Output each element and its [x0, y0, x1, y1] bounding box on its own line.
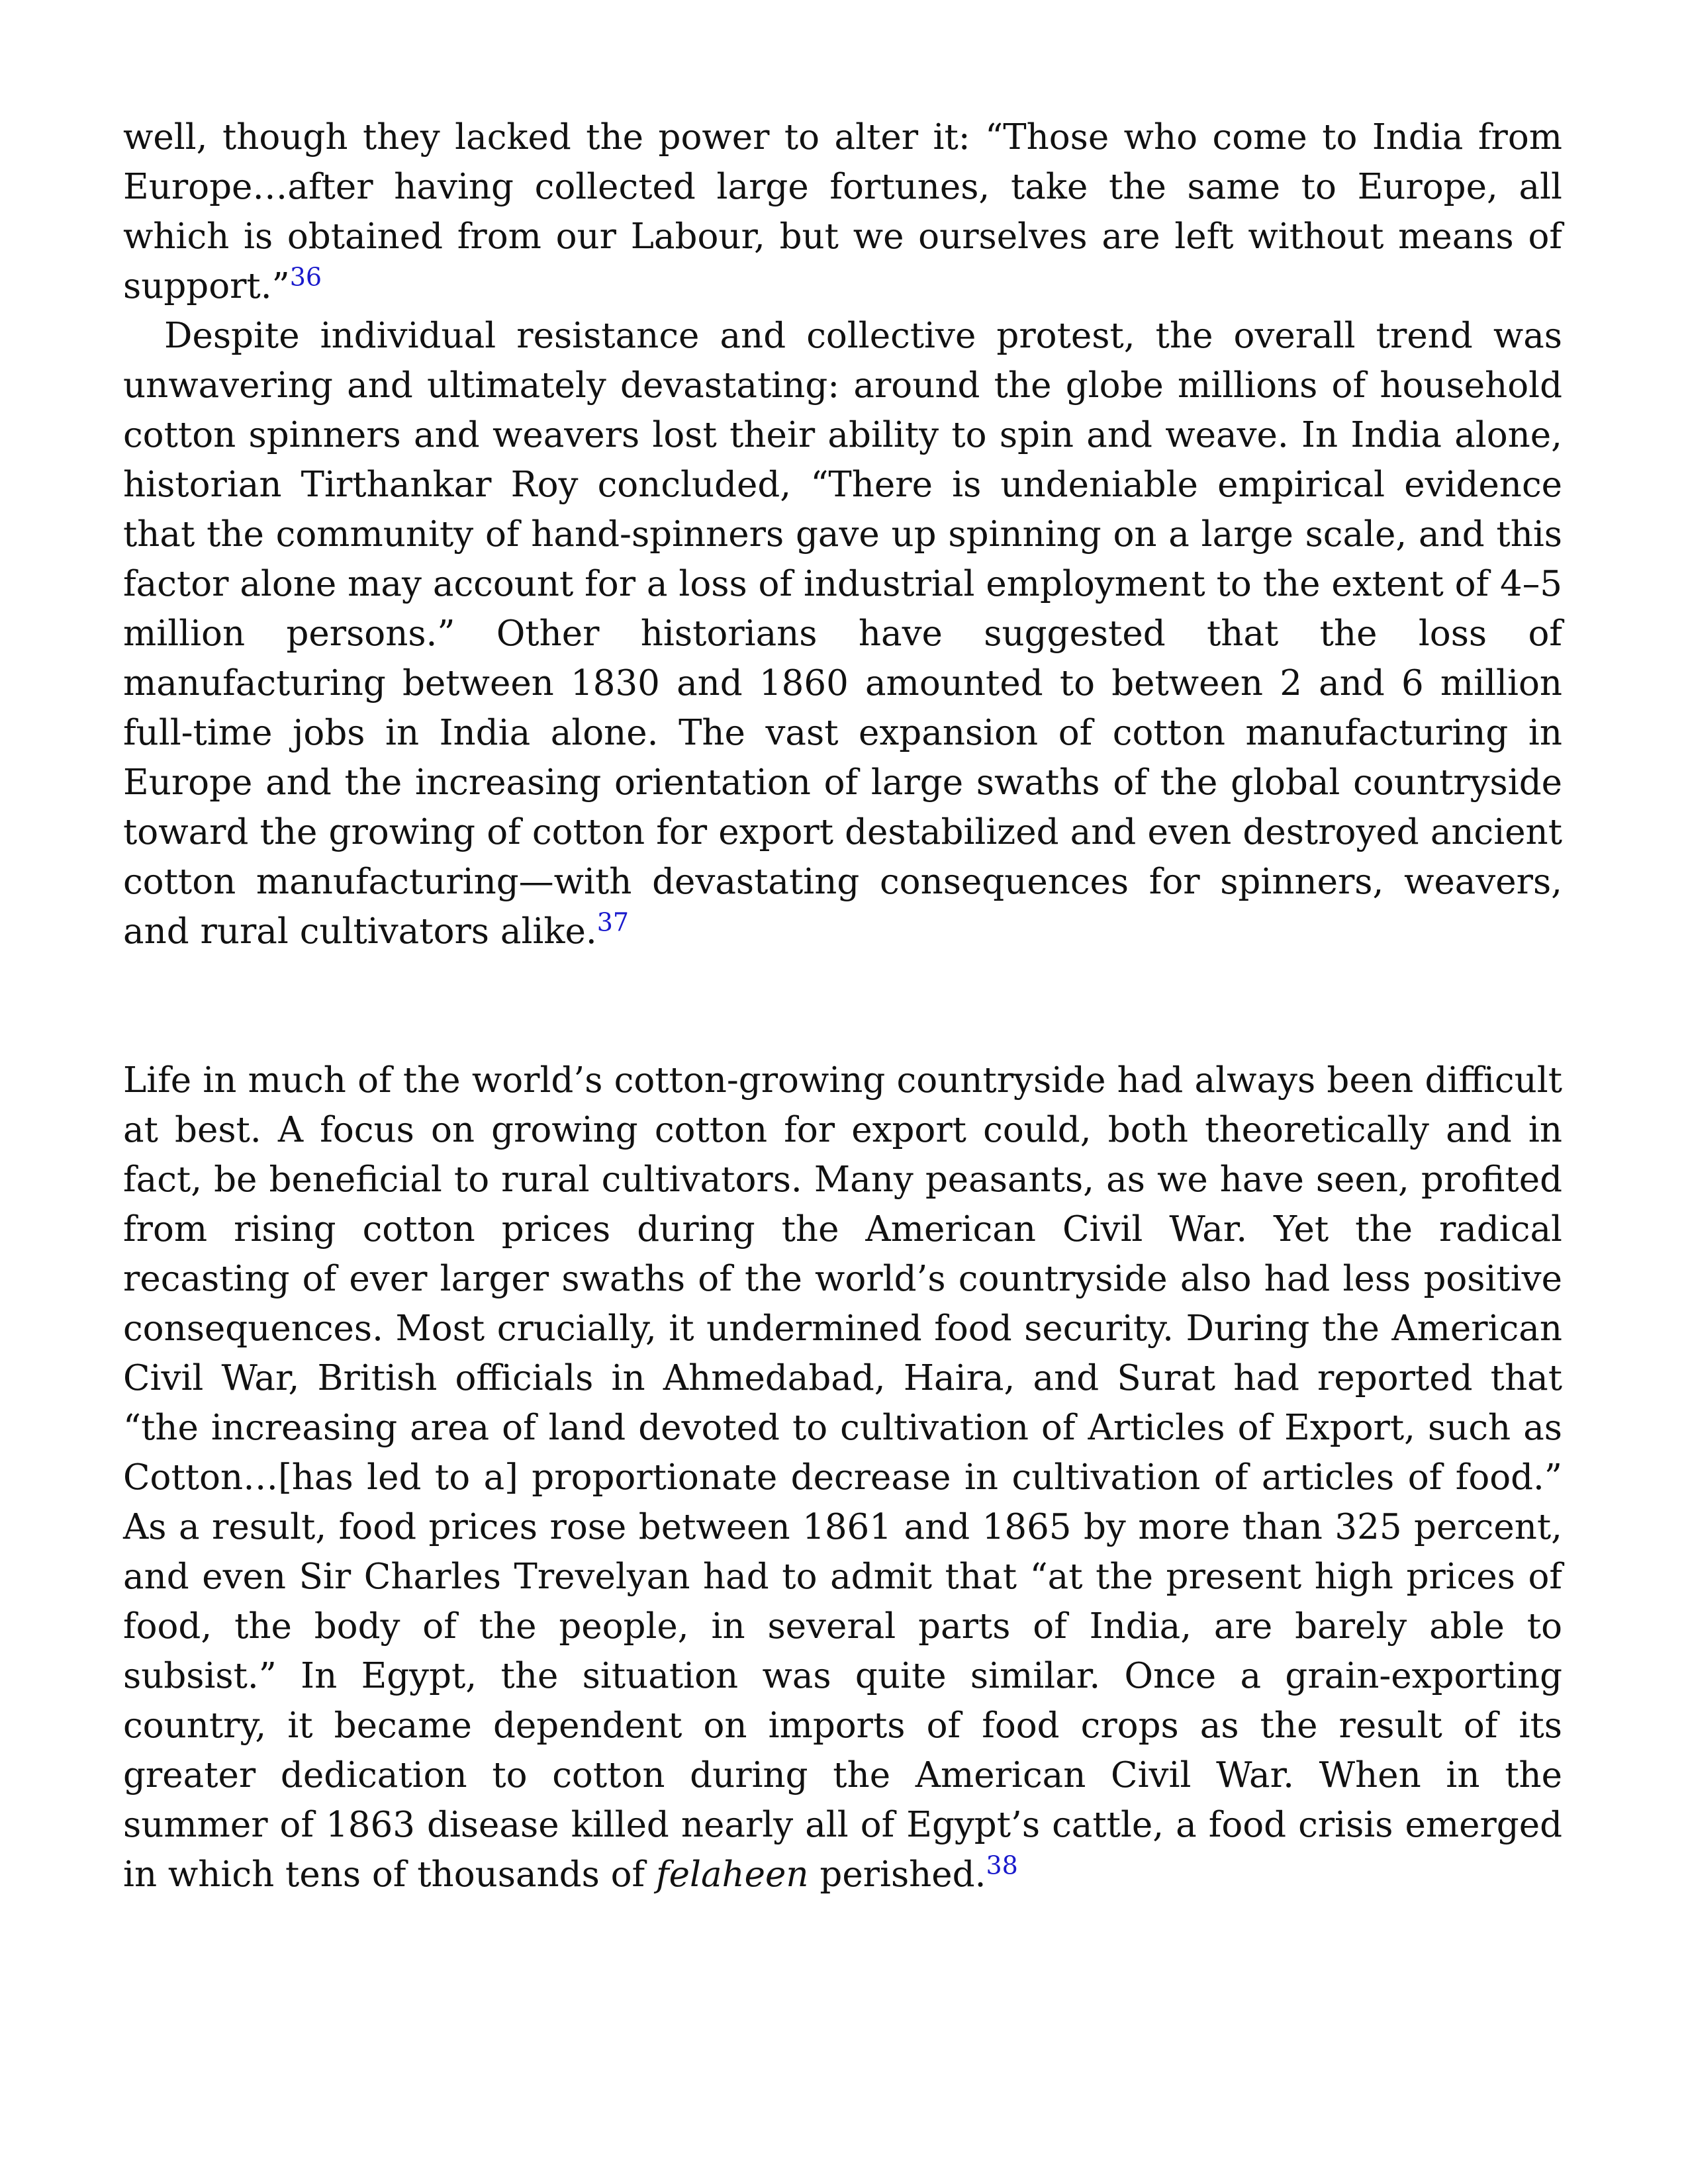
section-break — [123, 956, 1562, 1056]
paragraph-1-text: well, though they lacked the power to alter it: “Those who come to India from Europe…after having collected large fortunes, take the same to Europe, all which is obtained from our Labour, but we ourselves are left without means of support.” — [123, 117, 1562, 306]
paragraph-1 — [123, 113, 1562, 311]
paragraph-2-text: Despite individual resistance and collective protest, the overall trend was unwavering and ultimately devastating: around the globe millions of household cotton spinners and weavers lost their ability to spin and weave. In India alone, historian Tirthankar Roy concluded, “There is undeniable empirical evidence that the community of hand-spinners gave up spinning on a large scale, and this factor alone may account for a loss of industrial employment to the extent of 4–5 million persons.” Other historians have suggested that the loss of manufacturing between 1830 and 1860 amounted to between 2 and 6 million full-time jobs in India alone. The vast expansion of cotton manufacturing in Europe and the increasing orientation of large swaths of the global countryside toward the growing of cotton for export destabilized and even destroyed ancient cotton manufacturing—with devastating consequences for spinners, weavers, and rural cultivators alike. — [123, 316, 1562, 952]
paragraph-2 — [123, 311, 1562, 956]
paragraph-3 — [123, 1056, 1562, 1899]
footnote-ref-36[interactable]: 36 — [289, 262, 322, 292]
footnote-ref-37[interactable]: 37 — [596, 907, 630, 937]
paragraph-3-text-end: perished. — [808, 1854, 986, 1895]
paragraph-3-italic-term: felaheen — [656, 1854, 809, 1895]
page-body — [123, 113, 1562, 1899]
paragraph-3-text: Life in much of the world’s cotton-growing countryside had always been difficult at best. A focus on growing cotton for export could, both theoretically and in fact, be beneficial to rural cultivators. Many peasants, as we have seen, profited from rising cotton prices during the American Civil War. Yet the radical recasting of ever larger swaths of the world’s countryside also had less positive consequences. Most crucially, it undermined food security. During the American Civil War, British officials in Ahmedabad, Haira, and Surat had reported that “the increasing area of land devoted to cultivation of Articles of Export, such as Cotton…[has led to a] proportionate decrease in cultivation of articles of food.” As a result, food prices rose between 1861 and 1865 by more than 325 percent, and even Sir Charles Trevelyan had to admit that “at the present high prices of food, the body of the people, in several parts of India, are barely able to subsist.” In Egypt, the situation was quite similar. Once a grain-exporting country, it became dependent on imports of food crops as the result of its greater dedication to cotton during the American Civil War. When in the summer of 1863 disease killed nearly all of Egypt’s cattle, a food crisis emerged in which tens of thousands of — [123, 1060, 1562, 1895]
footnote-ref-38[interactable]: 38 — [986, 1850, 1018, 1880]
